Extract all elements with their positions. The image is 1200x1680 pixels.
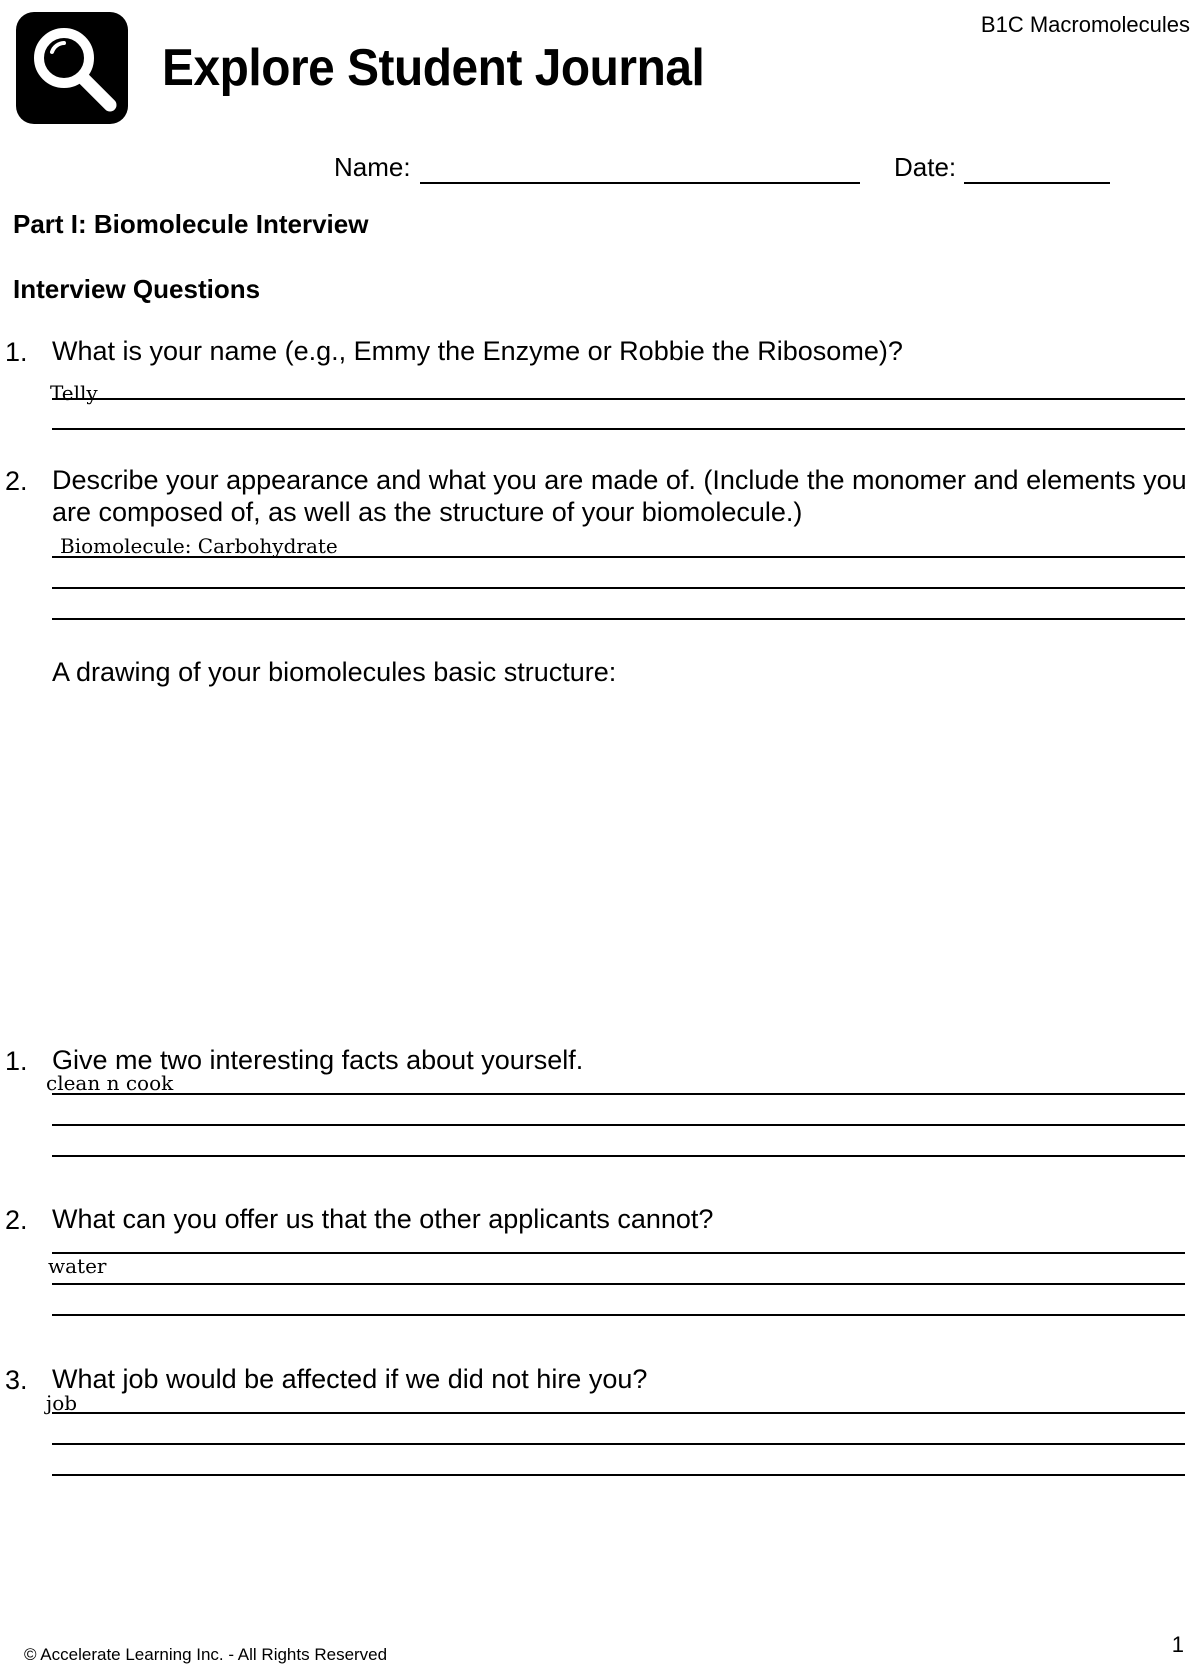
question-text: Give me two interesting facts about yourself. — [52, 1045, 584, 1075]
answer-line[interactable] — [52, 1412, 1185, 1414]
copyright-notice: © Accelerate Learning Inc. - All Rights Reserved — [24, 1645, 388, 1664]
page-number: 1 — [1171, 1632, 1184, 1657]
question-number: 2. — [5, 466, 28, 496]
answer-line[interactable] — [52, 1155, 1185, 1157]
question-text: Describe your appearance and what you are made of. (Include the monomer and elements you — [52, 465, 1187, 495]
magnifier-icon — [16, 12, 128, 124]
question-number: 2. — [5, 1205, 28, 1235]
answer-line[interactable] — [52, 1252, 1185, 1254]
question-text: What can you offer us that the other applicants cannot? — [52, 1204, 714, 1234]
answer-line[interactable] — [52, 1443, 1185, 1445]
answer-line[interactable] — [52, 1474, 1185, 1476]
course-code: B1C Macromolecules — [980, 12, 1190, 37]
question-text: are composed of, as well as the structure of your biomolecule.) — [52, 497, 803, 527]
drawing-area[interactable] — [52, 700, 1185, 1030]
name-label: Name: — [334, 152, 411, 182]
drawing-prompt: A drawing of your biomolecules basic structure: — [52, 657, 617, 687]
part-heading: Part I: Biomolecule Interview — [13, 209, 369, 239]
answer-line[interactable] — [52, 556, 1185, 558]
handwritten-answer: clean n cook — [46, 1071, 174, 1095]
date-field[interactable] — [964, 154, 1110, 184]
answer-line[interactable] — [52, 1314, 1185, 1316]
date-label: Date: — [894, 152, 957, 182]
name-field[interactable] — [420, 154, 860, 184]
question-number: 1. — [5, 1046, 28, 1076]
answer-line[interactable] — [52, 1124, 1185, 1126]
answer-line[interactable] — [52, 587, 1185, 589]
section-heading: Interview Questions — [13, 274, 261, 304]
handwritten-answer: Telly — [50, 381, 98, 405]
answer-line[interactable] — [52, 428, 1185, 430]
answer-line[interactable] — [52, 618, 1185, 620]
question-number: 1. — [5, 337, 28, 367]
answer-line[interactable] — [52, 1283, 1185, 1285]
page-title: Explore Student Journal — [162, 39, 705, 97]
handwritten-answer: job — [46, 1391, 78, 1415]
question-text: What job would be affected if we did not hire you? — [52, 1364, 648, 1394]
question-text: What is your name (e.g., Emmy the Enzyme or Robbie the Ribosome)? — [52, 336, 903, 366]
handwritten-answer: Biomolecule: Carbohydrate — [60, 534, 338, 558]
handwritten-answer: water — [48, 1254, 107, 1278]
answer-line[interactable] — [52, 1093, 1185, 1095]
question-number: 3. — [5, 1365, 28, 1395]
answer-line[interactable] — [52, 398, 1185, 400]
